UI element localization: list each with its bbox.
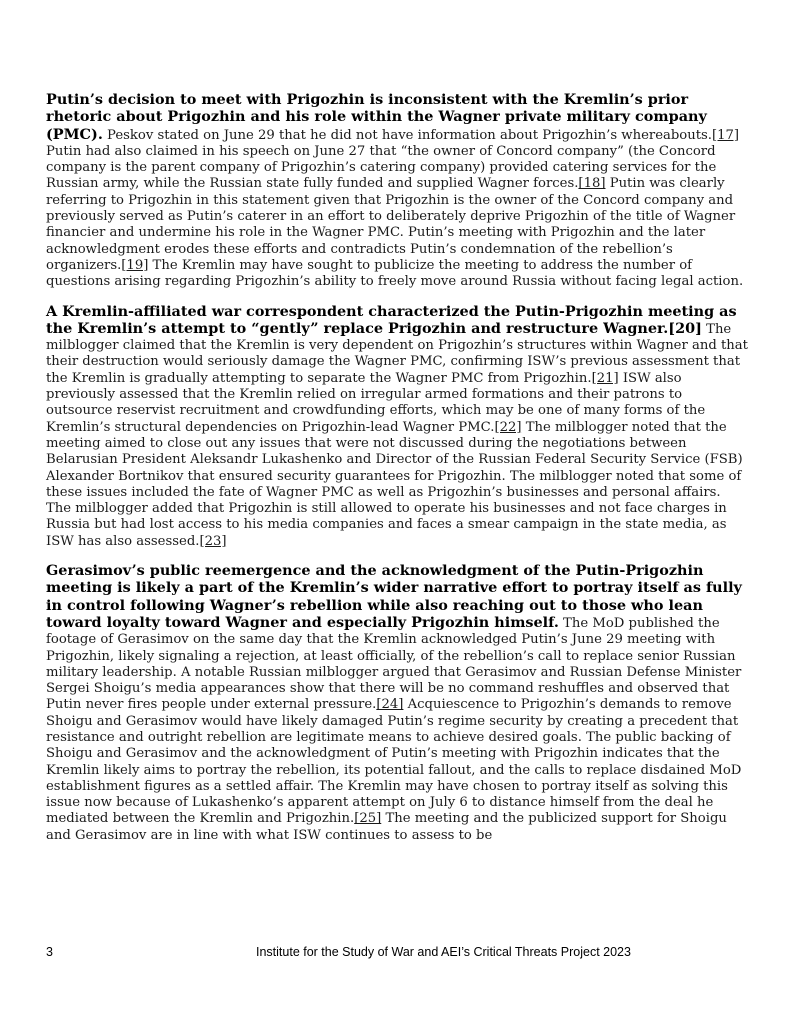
document-body <box>46 92 748 857</box>
paragraph-lead: A Kremlin-affiliated war correspondent characterized the Putin-Prigozhin meeting as the Kremlin’s attempt to “gently” replace Prigozhin and restructure Wagner.[20] <box>46 302 737 337</box>
page-number: 3 <box>46 945 53 959</box>
body-text: The milblogger claimed that the Kremlin is very dependent on Prigozhin’s structures within Wagner and that their destruction would seriously damage the Wagner PMC, confirming ISW’s previous assessment that the Kremlin is gradually attempting to separate the Wagner PMC from Prigozhin. <box>46 321 748 386</box>
paragraph <box>46 92 748 291</box>
body-text: Acquiescence to Prigozhin’s demands to remove Shoigu and Gerasimov would have likely damaged Putin’s regime security by creating a precedent that resistance and outright rebellion are legitimate means to achieve desired goals. The public backing of Shoigu and Gerasimov and the acknowledgment of Putin’s meeting with Prigozhin indicates that the Kremlin likely aims to portray the rebellion, its potential fallout, and the calls to replace disdained MoD establishment figures as a settled affair. The Kremlin may have chosen to portray itself as solving this issue now because of Lukashenko’s apparent attempt on July 6 to distance himself from the deal he mediated between the Kremlin and Prigozhin. <box>46 697 742 827</box>
footnote-link[interactable]: [18] <box>578 176 606 192</box>
body-text: Putin was clearly referring to Prigozhin in this statement given that Prigozhin is the owner of the Concord company and previously served as Putin’s caterer in an effort to deliberately deprive Prigozhin of the title of Wagner financier and undermine his role in the Wagner PMC. Putin’s meeting with Prigozhin and the later acknowledgment erodes these efforts and contradicts Putin’s condemnation of the rebellion’s organizers. <box>46 176 736 273</box>
body-text: The milblogger noted that the meeting aimed to close out any issues that were not discussed during the negotiations between Belarusian President Aleksandr Lukashenko and Director of the Russian Federal Security Service (FSB) Alexander Bortnikov that ensured security guarantees for Prigozhin. The milblogger noted that some of these issues included the fate of Wagner PMC as well as Prigozhin’s businesses and personal affairs. The milblogger added that Prigozhin is still allowed to operate his businesses and not face charges in Russia but had lost access to his media companies and faces a smear campaign in the state media, as ISW has also assessed. <box>46 419 743 549</box>
body-text: The meeting and the publicized support for Shoigu and Gerasimov are in line with what ISW continues to assess to be <box>46 811 727 843</box>
body-text: The Kremlin may have sought to publicize the meeting to address the number of questions arising regarding Prigozhin’s ability to freely move around Russia without facing legal action. <box>46 257 744 290</box>
body-text: Peskov stated on June 29 that he did not have information about Prigozhin’s whereabouts. <box>102 127 712 143</box>
paragraph-lead: Gerasimov’s public reemergence and the acknowledgment of the Putin-Prigozhin meeting is likely a part of the Kremlin’s wider narrative effort to portray itself as fully in control following Wagner’s rebellion while also reaching out to those who lean toward loyalty toward Wagner and especially Prigozhin himself. <box>46 562 742 631</box>
footnote-link[interactable]: [25] <box>354 811 382 827</box>
footnote-link[interactable]: [19] <box>121 257 149 273</box>
footnote-link[interactable]: [23] <box>199 533 227 549</box>
body-text: Putin had also claimed in his speech on June 27 that “the owner of Concord company” (the Concord company is the parent company of Prigozhin’s catering company) provided catering services for the Russian army, while the Russian state fully funded and supplied Wagner forces. <box>46 143 717 192</box>
paragraph <box>46 563 748 844</box>
footnote-link[interactable]: [21] <box>591 370 619 386</box>
paragraph-lead: Putin’s decision to meet with Prigozhin is inconsistent with the Kremlin’s prior rhetoric about Prigozhin and his role within the Wagner private military company (PMC). <box>46 91 707 143</box>
body-text: The MoD published the footage of Gerasimov on the same day that the Kremlin acknowledged Putin’s June 29 meeting with Prigozhin, likely signaling a rejection, at least officially, of the rebellion’s call to replace senior Russian military leadership. A notable Russian milblogger argued that Gerasimov and Russian Defense Minister Sergei Shoigu’s media appearances show that there will be no command reshuffles and observed that Putin never fires people under external pressure. <box>46 615 742 713</box>
footnote-link[interactable]: [24] <box>376 697 404 713</box>
footer-organization: Institute for the Study of War and AEI’s Critical Threats Project 2023 <box>256 945 631 959</box>
footnote-link[interactable]: [22] <box>494 419 522 435</box>
footnote-link[interactable]: [17] <box>712 127 740 143</box>
body-text: ISW also previously assessed that the Kremlin relied on irregular armed formations and their patrons to outsource reservist recruitment and crowdfunding efforts, which may be one of many forms of the Kremlin’s structural dependencies on Prigozhin-lead Wagner PMC. <box>46 370 706 435</box>
paragraph <box>46 304 748 550</box>
